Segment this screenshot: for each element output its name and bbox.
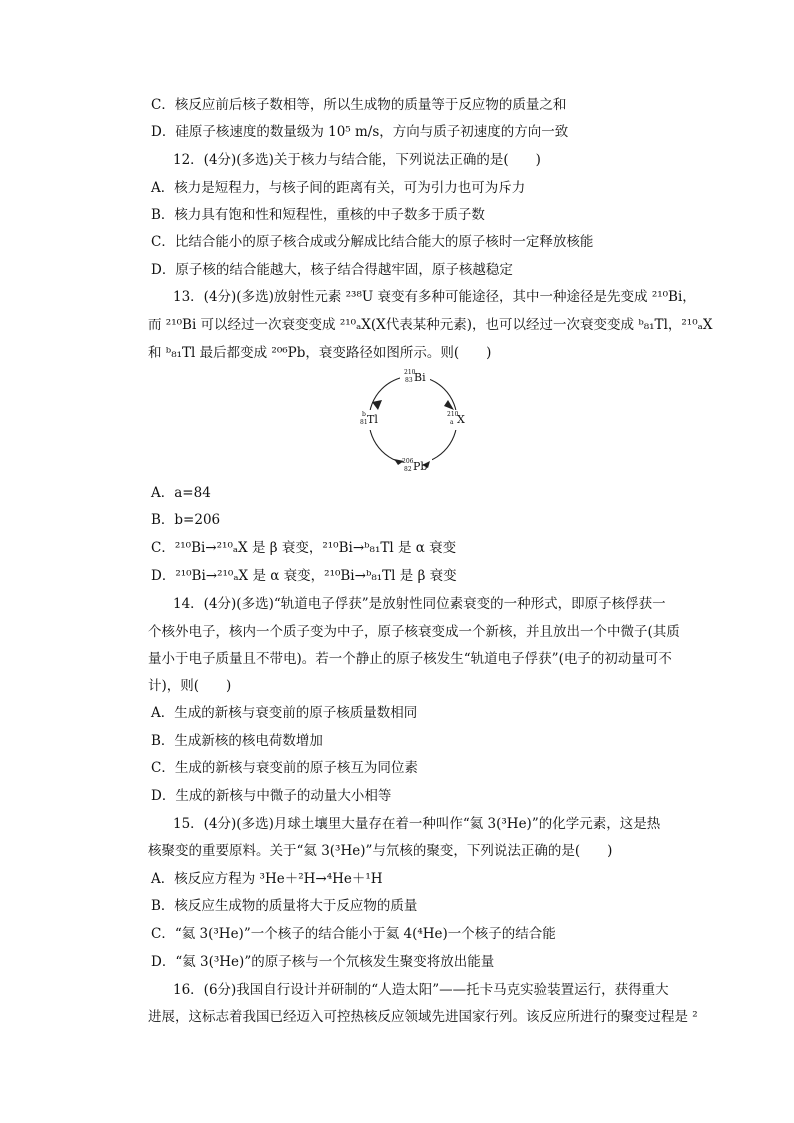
option-text: D．²¹⁰Bi→²¹⁰ₐX 是 α 衰变，²¹⁰Bi→ᵇ₈₁Tl 是 β 衰变	[151, 568, 457, 584]
option-text: C．比结合能小的原子核合成或分解成比结合能大的原子核时一定释放核能	[151, 234, 594, 250]
option-text: D．生成的新核与中微子的动量大小相等	[151, 788, 392, 804]
question-text: 计)，则( )	[148, 678, 232, 694]
nuclide-z: a	[450, 419, 454, 426]
option-text: D．原子核的结合能越大，核子结合得越牢固，原子核越稳定	[151, 262, 513, 278]
nuclide-mass: 210	[404, 369, 416, 376]
question-14: 14．(4分)(多选)“轨道电子俘获”是放射性同位素衰变的一种形式，即原子核俘获一	[173, 596, 666, 612]
question-text: 和 ᵇ₈₁Tl 最后都变成 ²⁰⁶Pb，衰变路径如图所示。则( )	[148, 345, 492, 361]
question-13: 13．(4分)(多选)放射性元素 ²³⁸U 衰变有多种可能途径，其中一种途径是先变成 ²¹⁰Bi，	[173, 289, 696, 305]
option-text: C．²¹⁰Bi→²¹⁰ₐX 是 β 衰变，²¹⁰Bi→ᵇ₈₁Tl 是 α 衰变	[151, 540, 457, 556]
option-text: C．核反应前后核子数相等，所以生成物的质量等于反应物的质量之和	[151, 97, 567, 113]
nuclide-z: 82	[404, 466, 412, 473]
option-text: D．“氦 3(³He)”的原子核与一个氘核发生聚变将放出能量	[151, 954, 495, 970]
option-text: A．a=84	[151, 485, 211, 501]
option-text: A．核反应方程为 ³He＋²H→⁴He＋¹H	[151, 871, 383, 887]
question-text: 个核外电子，核内一个质子变为中子，原子核衰变成一个新核，并且放出一个中微子(其质	[148, 624, 680, 640]
decay-path-diagram	[358, 366, 468, 478]
nuclide-z: 83	[405, 377, 413, 384]
option-text: B．核力具有饱和性和短程性，重核的中子数多于质子数	[151, 207, 485, 223]
question-15: 15．(4分)(多选)月球土壤里大量存在着一种叫作“氦 3(³He)”的化学元素，这是热	[173, 816, 661, 832]
question-text: 核聚变的重要原料。关于“氦 3(³He)”与氘核的聚变，下列说法正确的是( )	[148, 843, 613, 859]
option-text: A．生成的新核与衰变前的原子核质量数相同	[151, 705, 418, 721]
option-text: D．硅原子核速度的数量级为 10⁵ m/s，方向与质子初速度的方向一致	[151, 124, 569, 140]
option-text: A．核力是短程力，与核子间的距离有关，可为引力也可为斥力	[151, 180, 526, 196]
nuclide-symbol: Tl	[367, 413, 378, 426]
nuclide-symbol: Bi	[414, 371, 426, 384]
nuclide-mass: 210	[447, 411, 459, 418]
nuclide-symbol: X	[457, 413, 465, 426]
question-text: 量小于电子质量且不带电)。若一个静止的原子核发生“轨道电子俘获”(电子的初动量可不	[148, 651, 672, 667]
nuclide-z: 81	[360, 419, 368, 426]
question-16: 16．(6分)我国自行设计并研制的“人造太阳”——托卡马克实验装置运行，获得重大	[173, 982, 669, 998]
question-text: 进展，这标志着我国已经迈入可控热核反应领域先进国家行列。该反应所进行的聚变过程是 ²	[148, 1009, 698, 1025]
option-text: B．b=206	[151, 512, 221, 528]
nuclide-symbol: Pb	[413, 460, 428, 473]
option-text: B．核反应生成物的质量将大于反应物的质量	[151, 898, 418, 914]
question-12: 12．(4分)(多选)关于核力与结合能，下列说法正确的是( )	[173, 152, 541, 168]
option-text: C．生成的新核与衰变前的原子核互为同位素	[151, 760, 418, 776]
question-text: 而 ²¹⁰Bi 可以经过一次衰变变成 ²¹⁰ₐX(X代表某种元素)，也可以经过一次衰变变成 ᵇ₈₁Tl，²¹⁰ₐX	[148, 317, 713, 333]
option-text: B．生成新核的核电荷数增加	[151, 733, 323, 749]
option-text: C．“氦 3(³He)”一个核子的结合能小于氦 4(⁴He)一个核子的结合能	[151, 926, 556, 942]
nuclide-mass: b	[362, 411, 366, 418]
nuclide-mass: 206	[402, 458, 414, 465]
decay-circle	[369, 376, 457, 464]
